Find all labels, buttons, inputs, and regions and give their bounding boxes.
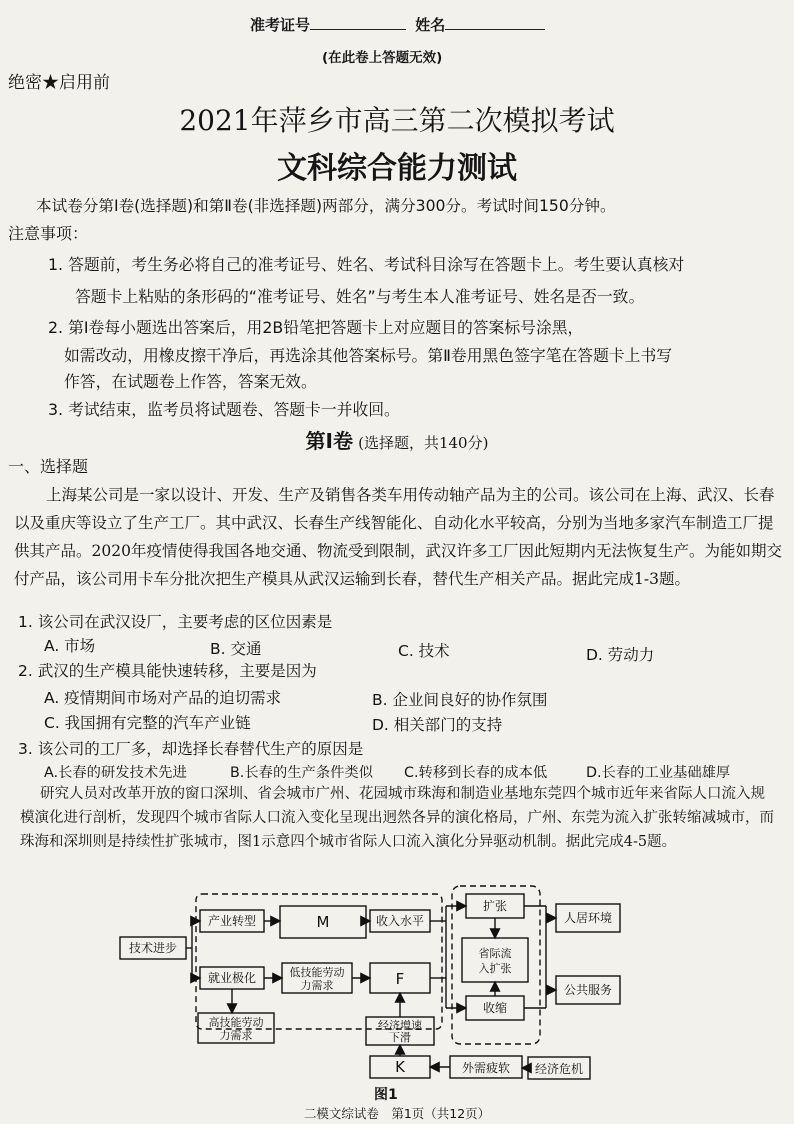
section-title: 第Ⅰ卷: [305, 429, 353, 453]
label-high-skill-2: 力需求: [219, 1029, 253, 1042]
q3-option-b: B.长春的生产条件类似: [230, 765, 374, 781]
question-1-stem: 1. 该公司在武汉设厂，主要考虑的区位因素是: [18, 613, 333, 631]
note-1-line2: 答题卡上粘贴的条形码的“准考证号、姓名”与考生本人准考证号、姓名是否一致。: [75, 287, 645, 306]
notes-title: 注意事项：: [8, 224, 89, 243]
figure-caption: 图1: [374, 1087, 398, 1103]
q1-option-d: D. 劳动力: [586, 646, 655, 664]
label-expand: 扩张: [482, 899, 508, 913]
question-2-stem: 2. 武汉的生产模具能快速转移，主要是因为: [18, 662, 317, 680]
q1-option-a: A. 市场: [44, 637, 96, 655]
note-2-line1: 2. 第Ⅰ卷每小题选出答案后，用2B铅笔把答题卡上对应题目的答案标号涂黑，: [48, 318, 584, 337]
label-f: F: [395, 970, 405, 988]
question-3-stem: 3. 该公司的工厂多，却选择长春替代生产的原因是: [18, 740, 364, 758]
q1-option-c: C. 技术: [398, 642, 450, 660]
note-2-line3: 作答，在试题卷上作答，答案无效。: [64, 372, 317, 391]
q2-option-b: B. 企业间良好的协作氛围: [372, 691, 548, 709]
name-label: 姓名: [415, 16, 446, 34]
label-tech: 技术进步: [128, 941, 178, 955]
intro-text: 本试卷分第Ⅰ卷(选择题)和第Ⅱ卷(非选择题)两部分，满分300分。考试时间150分钟。: [36, 197, 616, 215]
label-m: M: [316, 913, 330, 931]
label-employ: 就业极化: [207, 971, 257, 985]
q1-option-b: B. 交通: [210, 640, 262, 658]
note-1-line1: 1. 答题前，考生务必将自己的准考证号、姓名、考试科目涂写在答题卡上。考生要认真核对: [48, 255, 685, 274]
passage-1: 上海某公司是一家以设计、开发、生产及销售各类车用传动轴产品为主的公司。该公司在上海、武汉、长春以及重庆等设立了生产工厂。其中武汉、长春生产线智能化、自动化水平较高，分别为当地多家汽车制造工厂提供其产品。2020年疫情使得我国各地交通、物流受到限制，武汉许多工厂因此短期内无法恢复生产。为能如期交付产品，该公司用卡车分批次把生产模具从武汉运输到长春，替代生产相关产品。据此完成1-3题。: [14, 486, 782, 588]
label-center-2: 入扩张: [478, 962, 512, 975]
q2-option-a: A. 疫情期间市场对产品的迫切需求: [44, 689, 282, 707]
section-heading: [0, 425, 794, 454]
label-center-1: 省际流: [478, 947, 512, 960]
label-income: 收入水平: [375, 914, 425, 928]
page-subtitle: 文科综合能力测试: [277, 151, 517, 186]
part-title: 一、选择题: [8, 457, 89, 476]
passage-2: 研究人员对改革开放的窗口深圳、省会城市广州、花园城市珠海和制造业基地东莞四个城市近年来省际人口流入规模演化进行剖析，发现四个城市省际人口流入变化呈现出迥然各异的演化格局，广州、东莞为流入扩张转缩减城市，而珠海和深圳则是持续性扩张城市，图1示意四个城市省际人口流入演化分异驱动机制。据此完成4-5题。: [20, 786, 774, 850]
label-econ-slow-2: 下滑: [389, 1031, 411, 1044]
label-living: 人居环境: [563, 911, 613, 925]
label-k: K: [395, 1058, 405, 1076]
q3-option-d: D.长春的工业基础雄厚: [586, 765, 731, 781]
label-industry: 产业转型: [207, 914, 257, 928]
secret-label: 绝密★启用前: [8, 73, 110, 93]
note-2-line2: 如需改动，用橡皮擦干净后，再选涂其他答案标号。第Ⅱ卷用黑色签字笔在答题卡上书写: [64, 346, 673, 365]
note-3-line1: 3. 考试结束，监考员将试题卷、答题卡一并收回。: [48, 400, 400, 419]
q2-option-c: C. 我国拥有完整的汽车产业链: [44, 714, 251, 732]
ticket-label: 准考证号: [250, 16, 311, 34]
label-ext-weak: 外需疲软: [461, 1061, 511, 1075]
section-subtitle: (选择题，共140分): [358, 434, 489, 452]
box-center: [462, 938, 528, 982]
invalid-note: (在此卷上答题无效): [322, 50, 443, 66]
label-low-skill-2: 力需求: [300, 979, 334, 992]
label-econ-slow-1: 经济增速: [378, 1019, 422, 1032]
label-shrink: 收缩: [482, 1001, 508, 1015]
label-crisis: 经济危机: [534, 1062, 584, 1076]
label-low-skill-1: 低技能劳动: [289, 966, 345, 979]
page-footer: 二模文综试卷 第1页（共12页）: [303, 1106, 491, 1121]
label-high-skill-1: 高技能劳动: [208, 1016, 264, 1029]
label-public: 公共服务: [563, 983, 613, 997]
figure-1-diagram: [100, 880, 700, 1095]
q3-option-c: C.转移到长春的成本低: [404, 765, 548, 781]
page-title: 2021年萍乡市高三第二次模拟考试: [179, 104, 615, 137]
q2-option-d: D. 相关部门的支持: [372, 716, 503, 734]
ticket-field: [250, 14, 545, 35]
q3-option-a: A.长春的研发技术先进: [44, 765, 187, 781]
